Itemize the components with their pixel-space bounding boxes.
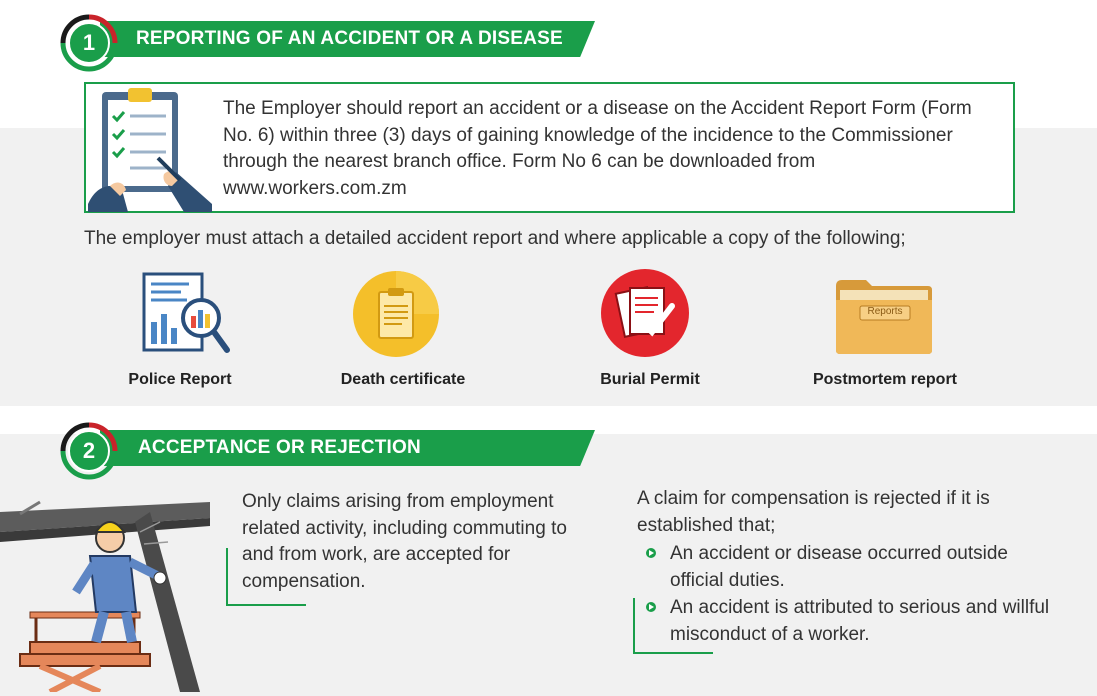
clipboard-checklist-icon (88, 86, 218, 212)
permit-icon (600, 268, 690, 358)
rejection-intro-text: A claim for compensation is rejected if it is established that; (637, 488, 990, 536)
rejected-bracket-vertical (633, 598, 635, 654)
attach-text: The employer must attach a detailed accident report and where applicable a copy of the following; (84, 228, 906, 249)
burial-permit-label: Burial Permit (600, 371, 700, 388)
intro-text: The Employer should report an accident or a disease on the Accident Report Form (Form No. 6) within three (3) days of gaining knowledge of the incidence to the Commissioner through the nearest branch office. Form No 6 can be downloaded from www.workers.com.zm (223, 98, 972, 199)
death-certificate-label: Death certificate (340, 371, 466, 388)
worker-illustration (0, 492, 212, 692)
bullet-icon (645, 547, 657, 559)
accepted-claims-text: Only claims arising from employment related activity, including commuting to and from work, are accepted for compensation. (242, 491, 567, 592)
rejected-bracket-horizontal (633, 652, 713, 654)
section1-number: 1 (82, 30, 96, 55)
accepted-bracket-vertical (226, 548, 228, 606)
folder-label: Reports (867, 306, 903, 317)
report-chart-icon (141, 272, 231, 354)
section2-title: ACCEPTANCE OR REJECTION (138, 437, 421, 458)
postmortem-report-label: Postmortem report (812, 371, 958, 388)
rejection-item: An accident or disease occurred outside official duties. (670, 543, 1008, 591)
section2-number: 2 (82, 438, 96, 463)
accepted-bracket-horizontal (226, 604, 306, 606)
police-report-label: Police Report (128, 371, 232, 388)
section1-title: REPORTING OF AN ACCIDENT OR A DISEASE (136, 28, 563, 49)
rejection-item: An accident is attributed to serious and willful misconduct of a worker. (670, 597, 1050, 645)
bullet-icon (645, 601, 657, 613)
certificate-icon (352, 270, 440, 358)
